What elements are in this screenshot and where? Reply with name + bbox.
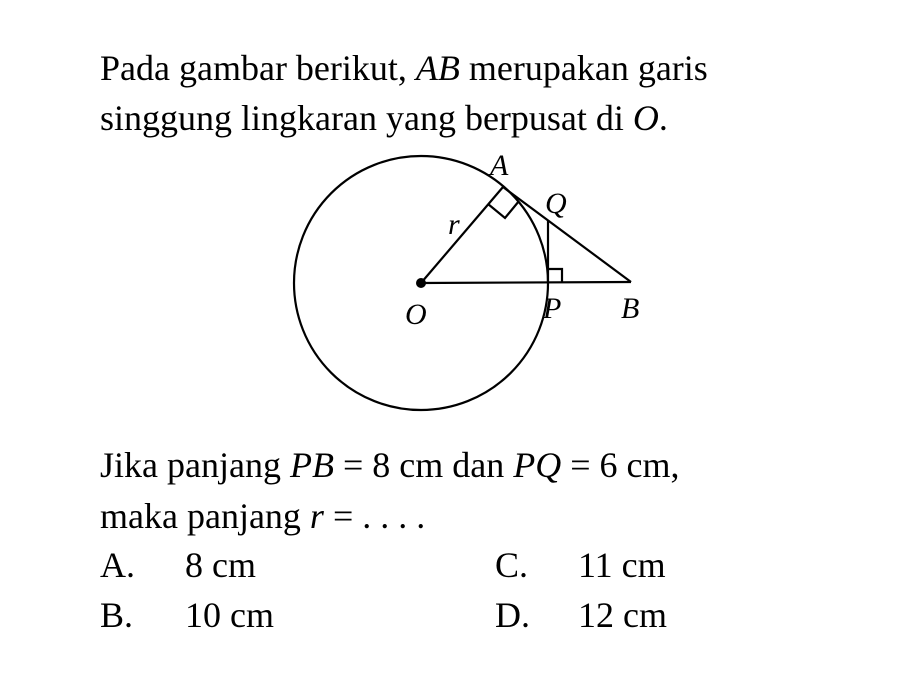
variable-pb: PB [289, 445, 334, 485]
variable-o: O [632, 98, 659, 138]
question-text: merupakan garis [459, 48, 708, 88]
option-c-letter: C. [495, 545, 529, 585]
question-line-3 [100, 445, 680, 485]
option-c-value: 11 cm [578, 545, 666, 585]
option-b-letter: B. [100, 595, 134, 635]
label-o: O [405, 298, 427, 331]
label-q: Q [545, 187, 567, 220]
option-d-value: 12 cm [578, 595, 667, 635]
question-text: = 8 cm dan [333, 445, 514, 485]
variable-ab: AB [415, 48, 460, 88]
question-text: Jika panjang [100, 445, 290, 485]
label-p: P [543, 292, 562, 325]
right-angle-marker-a [488, 201, 519, 218]
right-angle-marker-p [548, 269, 562, 283]
label-r: r [448, 208, 460, 241]
option-a-letter: A. [100, 545, 135, 585]
label-b: B [621, 292, 640, 325]
option-b-value: 10 cm [185, 595, 274, 635]
variable-r: r [309, 496, 324, 536]
option-a-value: 8 cm [185, 545, 256, 585]
question-text: singgung lingkaran yang berpusat di [100, 98, 633, 138]
question-text: Pada gambar berikut, [100, 48, 416, 88]
segment-ob [421, 282, 631, 283]
question-text: . [658, 98, 668, 138]
question-line-4 [100, 496, 425, 536]
question-text: maka panjang [100, 496, 310, 536]
tangent-ab [503, 187, 631, 282]
segment-oa [421, 187, 503, 283]
question-text: = . . . . [323, 496, 426, 536]
point-o [416, 278, 426, 288]
option-d-letter: D. [495, 595, 530, 635]
variable-pq: PQ [513, 445, 562, 485]
label-a: A [490, 149, 509, 182]
question-text: = 6 cm, [561, 445, 680, 485]
